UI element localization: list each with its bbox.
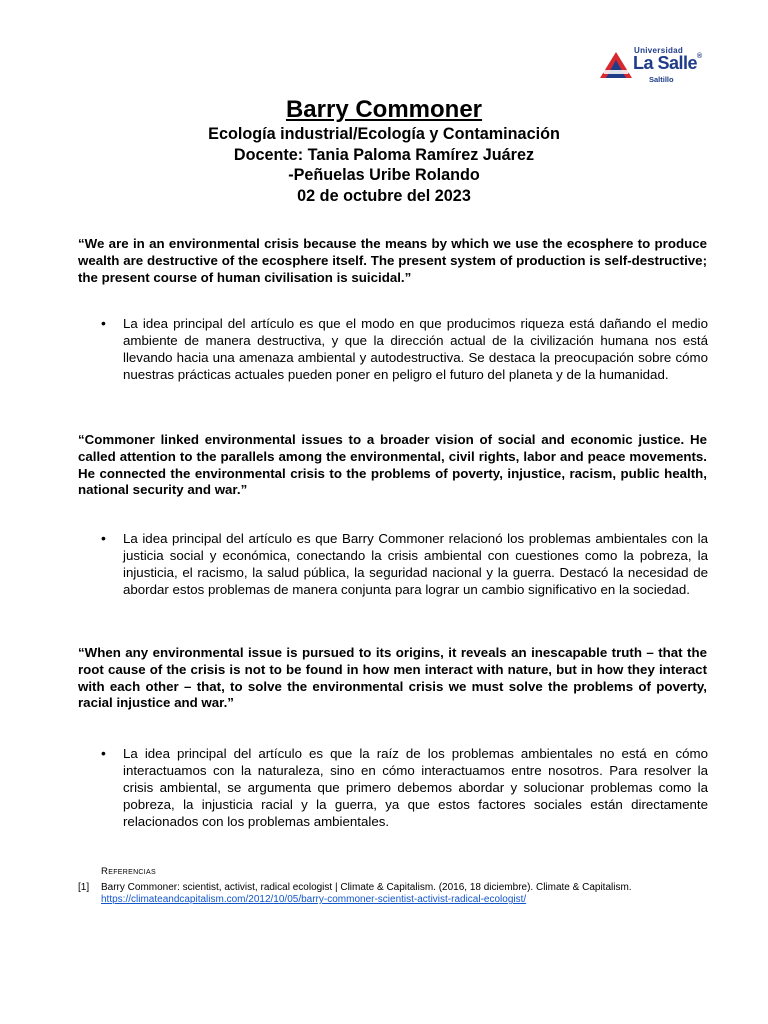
bullet-text: La idea principal del artículo es que la raíz de los problemas ambientales no está en cómo interactuamos con la naturaleza, sino en cómo interactuamos entre nosotros. Para resolver la crisis ambiental, se argumenta que primero debemos abordar y solucionar problemas como la pobreza, la injusticia racial y la guerra, ya que estos factores sociales están directamente relacionados con los problemas ambientales. <box>123 746 708 829</box>
document-header <box>0 96 768 206</box>
quote-text: “When any environmental issue is pursued to its origins, it reveals an inescapable truth – that the root cause of the crisis is not to be found in how men interact with nature, but in how they interact with each other – that, to solve the environmental crisis we must solve the problems of poverty, racial injustice and war.” <box>78 645 707 711</box>
references-heading: Referencias <box>101 866 156 877</box>
bullet-icon: • <box>101 315 106 331</box>
quote-2 <box>78 432 707 499</box>
reference-text: Barry Commoner: scientist, activist, radical ecologist | Climate & Capitalism. (2016, 18 diciembre). Climate & Capitalism. <box>101 882 632 893</box>
page-title: Barry Commoner <box>285 96 483 123</box>
university-logo <box>598 44 708 86</box>
bullet-icon: • <box>101 530 106 546</box>
la-salle-star-icon <box>598 50 634 80</box>
bullet-text: La idea principal del artículo es que el modo en que producimos riqueza está dañando el medio ambiente de manera destructiva, y que la dirección actual de la civilización humana nos está llevando hacia una amenaza ambiental y autodestructiva. Se destaca la preocupación sobre cómo nuestras prácticas actuales pueden poner en peligro el futuro del planeta y de la humanidad. <box>123 316 708 382</box>
quote-text: “We are in an environmental crisis because the means by which we use the ecosphere to produce wealth are destructive of the ecosphere itself. The present system of production is self-destructive; the present course of human civilisation is suicidal.” <box>78 236 707 285</box>
quote-3 <box>78 645 707 712</box>
logo-university-text: Universidad <box>634 46 684 55</box>
student-name: -Peñuelas Uribe Rolando <box>288 166 480 185</box>
reference-link[interactable]: https://climateandcapitalism.com/2012/10/05/barry-commoner-scientist-activist-radical-ecologist/ <box>101 894 527 905</box>
teacher-name: Docente: Tania Paloma Ramírez Juárez <box>233 145 535 164</box>
bullet-text: La idea principal del artículo es que Barry Commoner relacionó los problemas ambientales con la justicia social y económica, conectando la crisis ambiental con cuestiones como la pobreza, la injusticia, el racismo, la salud pública, la seguridad nacional y la guerra. Destacó la necesidad de abordar estos problemas de manera conjunta para lograr un cambio significativo en la sociedad. <box>123 531 708 597</box>
bullet-icon: • <box>101 745 106 761</box>
quote-1 <box>78 236 707 286</box>
course-name: Ecología industrial/Ecología y Contaminación <box>208 125 560 143</box>
logo-name: La Salle® <box>633 53 702 73</box>
quote-text: “Commoner linked environmental issues to a broader vision of social and economic justice. He called attention to the parallels among the environmental, civil rights, labor and peace movements. He connected the environmental crisis to the problems of poverty, injustice, racism, public health, national security and war.” <box>78 432 707 498</box>
reference-entry <box>101 882 707 906</box>
logo-campus: Saltillo <box>649 75 674 84</box>
reference-number: [1] <box>78 882 90 893</box>
document-date: 02 de octubre del 2023 <box>297 186 471 205</box>
